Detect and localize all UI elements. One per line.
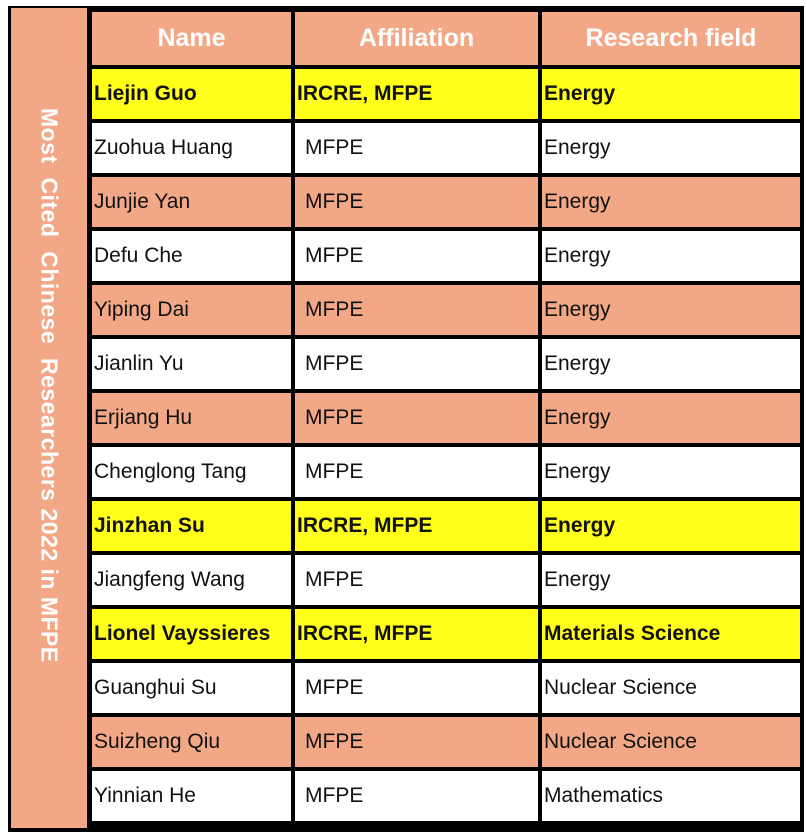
table-row <box>92 69 800 119</box>
cell-name: Jinzhan Su <box>92 501 291 551</box>
table-row <box>92 555 800 605</box>
table-row <box>92 339 800 389</box>
cell-research-field: Energy <box>542 123 800 173</box>
cell-affiliation: MFPE <box>295 447 538 497</box>
cell-research-field: Nuclear Science <box>542 717 800 767</box>
cell-research-field: Energy <box>542 555 800 605</box>
cell-name: Zuohua Huang <box>92 123 291 173</box>
cell-affiliation: IRCRE, MFPE <box>295 69 538 119</box>
cell-affiliation: MFPE <box>295 177 538 227</box>
cell-affiliation: MFPE <box>295 285 538 335</box>
cell-research-field: Energy <box>542 69 800 119</box>
cell-name: Yinnian He <box>92 771 291 821</box>
cell-name: Jianlin Yu <box>92 339 291 389</box>
cell-name: Guanghui Su <box>92 663 291 713</box>
cell-name: Liejin Guo <box>92 69 291 119</box>
cell-research-field: Energy <box>542 501 800 551</box>
cell-affiliation: MFPE <box>295 717 538 767</box>
cell-research-field: Materials Science <box>542 609 800 659</box>
cell-affiliation: MFPE <box>295 555 538 605</box>
cell-affiliation: MFPE <box>295 771 538 821</box>
researchers-table <box>88 8 804 825</box>
table-row <box>92 663 800 713</box>
cell-research-field: Nuclear Science <box>542 663 800 713</box>
cell-name: Erjiang Hu <box>92 393 291 443</box>
cell-research-field: Energy <box>542 339 800 389</box>
cell-research-field: Energy <box>542 285 800 335</box>
table-row <box>92 609 800 659</box>
cell-name: Defu Che <box>92 231 291 281</box>
table-row <box>92 123 800 173</box>
cell-name: Suizheng Qiu <box>92 717 291 767</box>
side-banner-title: Most Cited Chinese Researchers 2022 in MFPE <box>36 108 63 663</box>
table-row <box>92 717 800 767</box>
header-row <box>92 12 800 65</box>
header-name: Name <box>92 12 291 65</box>
cell-affiliation: MFPE <box>295 123 538 173</box>
cell-research-field: Energy <box>542 393 800 443</box>
cell-name: Jiangfeng Wang <box>92 555 291 605</box>
cell-affiliation: MFPE <box>295 339 538 389</box>
cell-affiliation: MFPE <box>295 393 538 443</box>
cell-affiliation: MFPE <box>295 231 538 281</box>
table-row <box>92 393 800 443</box>
cell-affiliation: IRCRE, MFPE <box>295 609 538 659</box>
table-row <box>92 231 800 281</box>
table-row <box>92 447 800 497</box>
cell-affiliation: MFPE <box>295 663 538 713</box>
cell-research-field: Energy <box>542 231 800 281</box>
cell-research-field: Energy <box>542 447 800 497</box>
table-row <box>92 177 800 227</box>
header-research-field: Research field <box>542 12 800 65</box>
table-row <box>92 501 800 551</box>
table-row <box>92 771 800 821</box>
side-banner <box>11 8 87 828</box>
cell-name: Yiping Dai <box>92 285 291 335</box>
cell-name: Chenglong Tang <box>92 447 291 497</box>
cell-name: Junjie Yan <box>92 177 291 227</box>
header-affiliation: Affiliation <box>295 12 538 65</box>
cell-affiliation: IRCRE, MFPE <box>295 501 538 551</box>
cell-research-field: Mathematics <box>542 771 800 821</box>
cell-name: Lionel Vayssieres <box>92 609 291 659</box>
table-row <box>92 285 800 335</box>
cell-research-field: Energy <box>542 177 800 227</box>
